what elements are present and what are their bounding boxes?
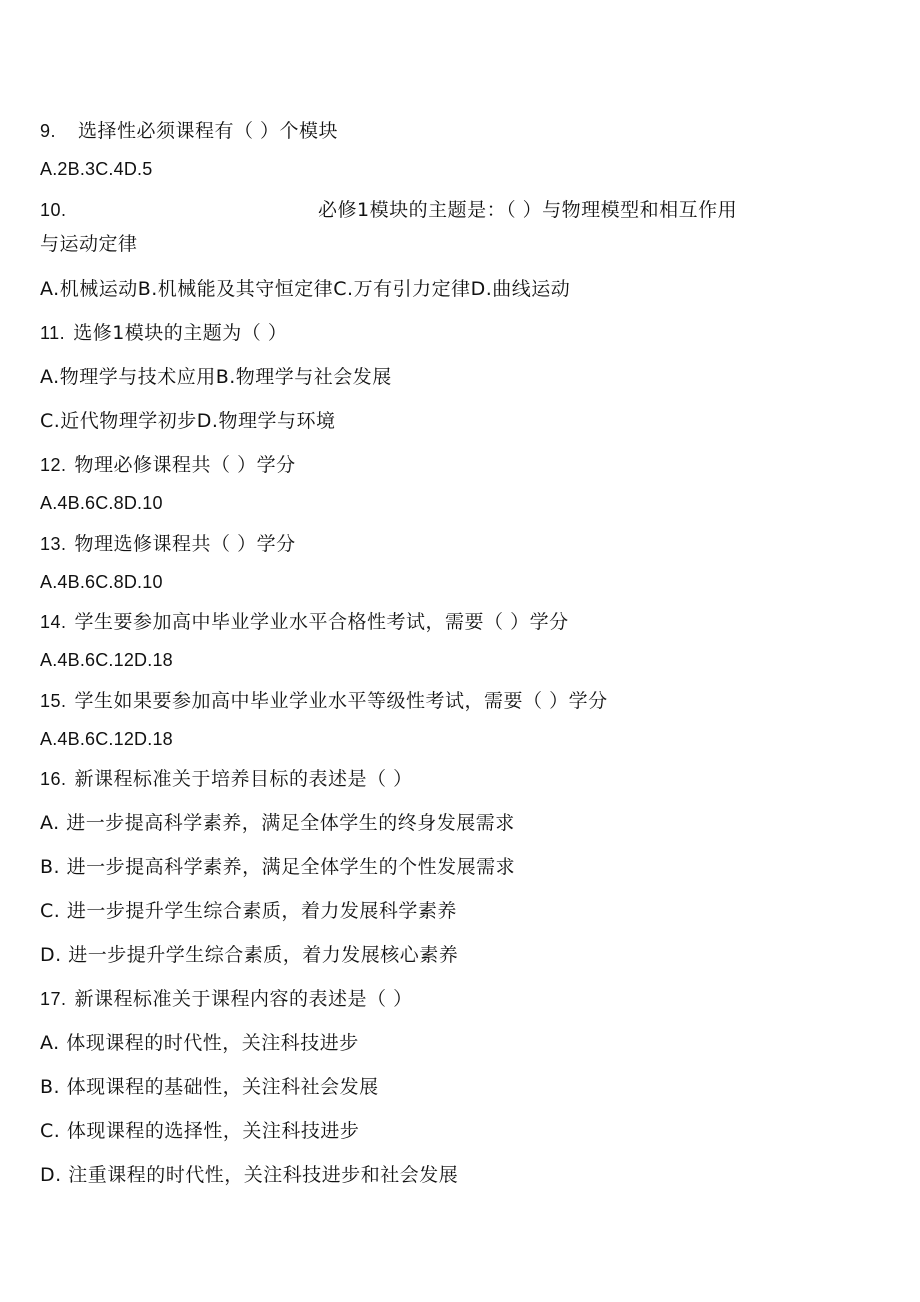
question-17 bbox=[40, 987, 413, 1011]
question-number: 14. bbox=[40, 612, 67, 632]
question-number: 15. bbox=[40, 691, 67, 711]
question-13-options: A.4B.6C.8D.10 bbox=[40, 572, 163, 592]
question-17-option-a: A. 体现课程的时代性，关注科技进步 bbox=[40, 1032, 359, 1054]
question-16-option-d: D. 进一步提升学生综合素质，着力发展核心素养 bbox=[40, 944, 459, 966]
question-text: 选修1模块的主题为（ ） bbox=[73, 322, 288, 344]
question-16 bbox=[40, 767, 413, 791]
question-13 bbox=[40, 532, 296, 556]
question-14-options: A.4B.6C.12D.18 bbox=[40, 650, 173, 670]
question-15-options: A.4B.6C.12D.18 bbox=[40, 729, 173, 749]
question-10-text-continued: 与运动定律 bbox=[40, 233, 138, 255]
question-text: 新课程标准关于课程内容的表述是（ ） bbox=[74, 988, 413, 1010]
question-17-option-d: D. 注重课程的时代性，关注科技进步和社会发展 bbox=[40, 1164, 459, 1186]
question-17-option-b: B. 体现课程的基础性，关注科社会发展 bbox=[40, 1076, 379, 1098]
question-text: 学生如果要参加高中毕业学业水平等级性考试，需要（ ）学分 bbox=[74, 690, 608, 712]
question-16-option-a: A. 进一步提高科学素养，满足全体学生的终身发展需求 bbox=[40, 812, 515, 834]
question-12-options: A.4B.6C.8D.10 bbox=[40, 493, 163, 513]
question-11-option-line-2: C.近代物理学初步D.物理学与环境 bbox=[40, 410, 336, 432]
question-number: 16. bbox=[40, 769, 67, 789]
question-11 bbox=[40, 321, 287, 345]
question-number: 10. bbox=[40, 200, 67, 220]
question-text: 学生要参加高中毕业学业水平合格性考试，需要（ ）学分 bbox=[74, 611, 569, 633]
question-number: 9. bbox=[40, 121, 57, 141]
question-text: 选择性必须课程有（ ）个模块 bbox=[78, 120, 339, 142]
question-16-option-c: C. 进一步提升学生综合素质，着力发展科学素养 bbox=[40, 900, 457, 922]
question-15 bbox=[40, 689, 608, 713]
question-number: 13. bbox=[40, 534, 67, 554]
question-14 bbox=[40, 610, 569, 634]
question-10 bbox=[40, 198, 737, 222]
question-12 bbox=[40, 453, 296, 477]
question-text: 新课程标准关于培养目标的表述是（ ） bbox=[74, 768, 413, 790]
question-number: 17. bbox=[40, 989, 67, 1009]
question-17-option-c: C. 体现课程的选择性，关注科技进步 bbox=[40, 1120, 360, 1142]
question-10-options: A.机械运动B.机械能及其守恒定律C.万有引力定律D.曲线运动 bbox=[40, 278, 571, 300]
question-text: 物理必修课程共（ ）学分 bbox=[74, 454, 296, 476]
question-16-option-b: B. 进一步提高科学素养，满足全体学生的个性发展需求 bbox=[40, 856, 516, 878]
question-text: 必修1模块的主题是：（ ）与物理模型和相互作用 bbox=[318, 199, 738, 221]
question-9-options: A.2B.3C.4D.5 bbox=[40, 159, 153, 179]
question-number: 11. bbox=[40, 323, 66, 343]
question-11-option-line-1: A.物理学与技术应用B.物理学与社会发展 bbox=[40, 366, 392, 388]
question-number: 12. bbox=[40, 455, 67, 475]
question-text: 物理选修课程共（ ）学分 bbox=[74, 533, 296, 555]
question-9 bbox=[40, 119, 338, 143]
